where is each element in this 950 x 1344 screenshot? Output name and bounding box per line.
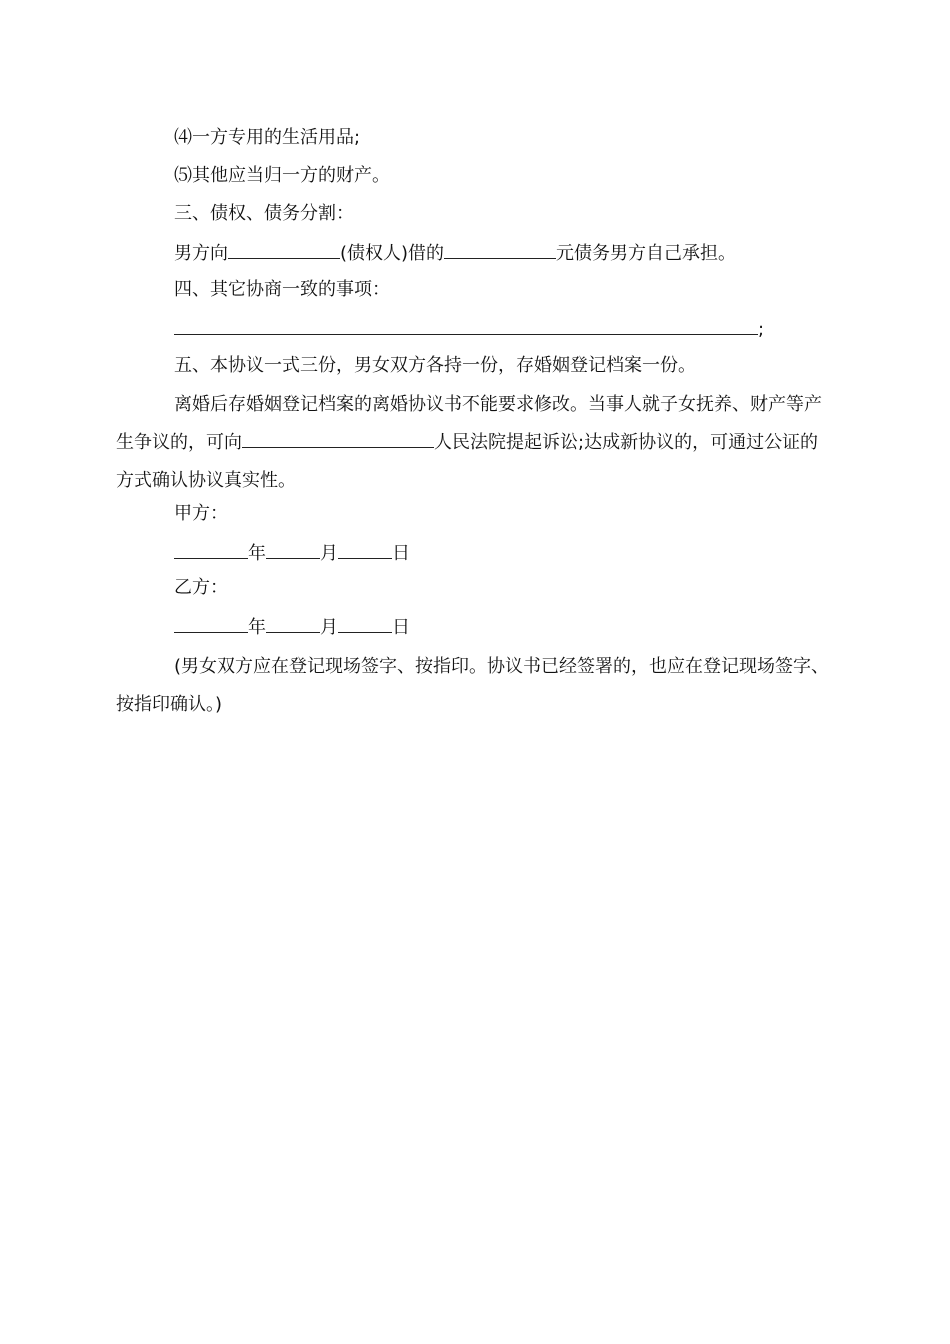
item-4-text: ⑷一方专用的生活用品; <box>174 127 361 148</box>
creditor-blank[interactable] <box>228 240 340 259</box>
section-3-heading: 三、债权、债务分割： <box>174 203 354 224</box>
party-a-label: 甲方： <box>174 503 228 524</box>
section-4-heading: 四、其它协商一致的事项： <box>174 279 390 300</box>
year-char: 年 <box>248 617 266 638</box>
party-a-day-blank[interactable] <box>338 540 392 559</box>
party-b-month-blank[interactable] <box>266 614 320 633</box>
other-matters-line <box>174 316 764 342</box>
debt-clause-mid: (债权人)借的 <box>340 243 445 264</box>
party-b-label: 乙方： <box>174 577 228 598</box>
debt-clause-prefix: 男方向 <box>174 243 228 264</box>
month-char: 月 <box>320 617 338 638</box>
day-char: 日 <box>392 617 410 638</box>
debt-clause-suffix: 元债务男方自己承担。 <box>556 243 737 264</box>
party-a-date <box>174 540 410 566</box>
day-char: 日 <box>392 543 410 564</box>
notice-part-1: 离婚后存婚姻登记档案的离婚协议书不能要求修改。当事人就子女抚养、财产等产生争议的，可向 <box>116 394 822 453</box>
footer-note: (男女双方应在登记现场签字、按指印。协议书已经签署的，也应在登记现场签字、按指印确认。) <box>116 656 830 715</box>
party-b-day-blank[interactable] <box>338 614 392 633</box>
item-5-text: ⑸其他应当归一方的财产。 <box>174 165 390 186</box>
section-5-text: 五、本协议一式三份，男女双方各持一份，存婚姻登记档案一份。 <box>174 355 696 376</box>
party-a-year-blank[interactable] <box>174 540 248 559</box>
party-a-month-blank[interactable] <box>266 540 320 559</box>
notice-part-2: 人民法院提起诉讼;达成新协议的，可通过公证的方式确认协议真实性。 <box>116 432 819 491</box>
party-b-date <box>174 614 410 640</box>
party-b-year-blank[interactable] <box>174 614 248 633</box>
court-blank[interactable] <box>242 429 434 448</box>
other-matters-suffix: ; <box>758 319 765 340</box>
other-matters-blank[interactable] <box>174 316 758 335</box>
notice-paragraph <box>116 386 836 500</box>
month-char: 月 <box>320 543 338 564</box>
year-char: 年 <box>248 543 266 564</box>
debt-clause <box>174 240 736 266</box>
amount-blank[interactable] <box>444 240 556 259</box>
